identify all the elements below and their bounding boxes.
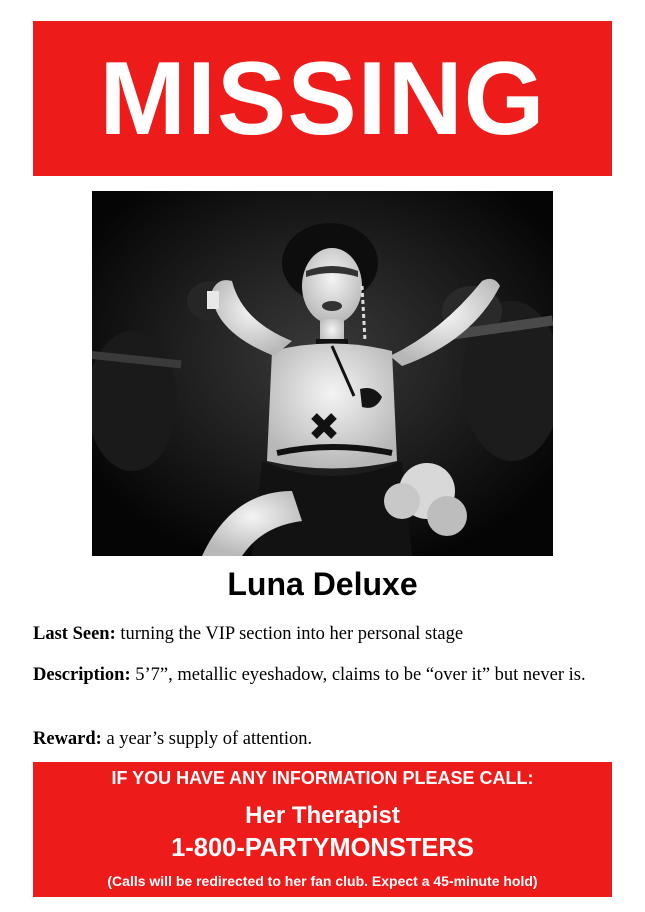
reward-value: a year’s supply of attention. [101,729,313,749]
missing-person-name: Luna Deluxe [227,566,418,602]
phone-number: 1-800-PARTYMONSTERS [171,834,474,862]
last-seen-value: turning the VIP section into her personal stage [115,624,464,644]
call-prompt: IF YOU HAVE ANY INFORMATION PLEASE CALL: [111,768,534,788]
last-seen-label: Last Seen: [33,624,116,644]
call-disclaimer: (Calls will be redirected to her fan club. Expect a 45-minute hold) [107,873,538,889]
contact-name: Her Therapist [245,802,400,829]
reward-label: Reward: [33,729,102,749]
last-seen-line [33,624,613,645]
performer-photo [92,191,553,556]
description-value: 5’7”, metallic eyeshadow, claims to be “over it” but never is. [130,665,586,685]
missing-title: MISSING [99,40,546,157]
description-label: Description: [33,665,131,685]
description-line [33,665,593,686]
reward-line [33,729,613,750]
missing-banner [33,21,612,176]
contact-banner [33,762,612,897]
